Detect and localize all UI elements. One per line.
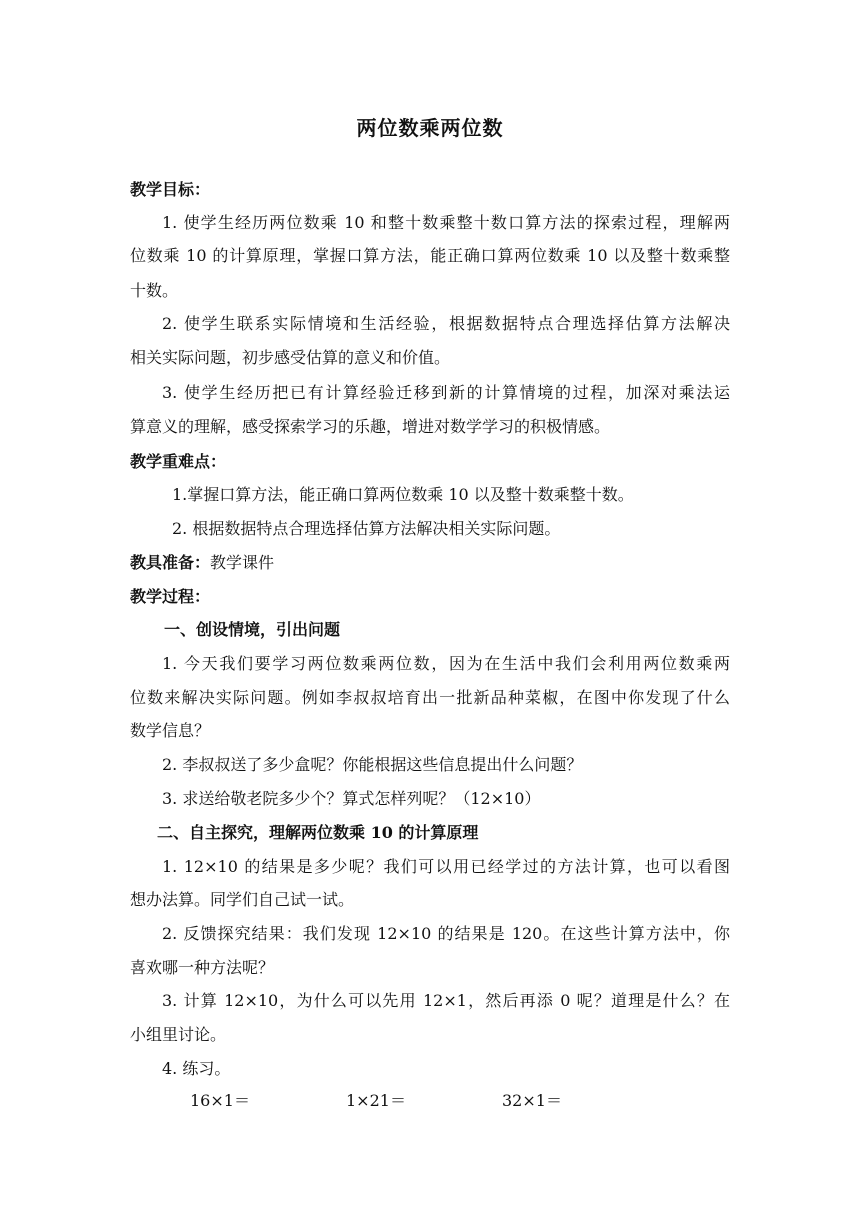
part2-item-2-line-2: 喜欢哪一种方法呢？ <box>130 958 275 977</box>
objective-3-line-1: 3. 使学生经历把已有计算经验迁移到新的计算情境的过程，加深对乘法运 <box>162 383 730 402</box>
process-heading: 教学过程： <box>130 587 211 606</box>
key-point-1: 1.掌握口算方法，能正确口算两位数乘 10 以及整十数乘整十数。 <box>172 485 634 504</box>
part1-item-2: 2. 李叔叔送了多少盒呢？你能根据这些信息提出什么问题？ <box>162 755 583 774</box>
objectives-heading: 教学目标： <box>130 180 211 199</box>
objective-2-line-1: 2. 使学生联系实际情境和生活经验，根据数据特点合理选择估算方法解决 <box>162 314 730 333</box>
part2-item-4: 4. 练习。 <box>162 1059 231 1078</box>
part1-item-1-line-3: 数学信息？ <box>130 721 211 740</box>
part1-item-1-line-2: 位数来解决实际问题。例如李叔叔培育出一批新品种菜椒，在图中你发现了什么 <box>130 688 730 707</box>
practice-problem-2: 1×21＝ <box>346 1091 406 1110</box>
part2-item-2-line-1: 2. 反馈探究结果：我们发现 12×10 的结果是 120。在这些计算方法中，你 <box>162 924 730 943</box>
practice-problem-1: 16×1＝ <box>190 1091 250 1110</box>
part1-item-1-line-1: 1. 今天我们要学习两位数乘两位数，因为在生活中我们会利用两位数乘两 <box>162 654 730 673</box>
key-points-heading: 教学重难点： <box>130 452 227 471</box>
part2-heading: 二、自主探究，理解两位数乘 10 的计算原理 <box>157 823 479 842</box>
objective-3-line-2: 算意义的理解，感受探索学习的乐趣，增进对数学学习的积极情感。 <box>130 417 611 436</box>
objective-2-line-2: 相关实际问题，初步感受估算的意义和价值。 <box>130 348 451 367</box>
part2-item-1-line-2: 想办法算。同学们自己试一试。 <box>130 890 355 909</box>
objective-1-line-1: 1. 使学生经历两位数乘 10 和整十数乘整十数口算方法的探索过程，理解两 <box>162 213 730 232</box>
tools-value: 教学课件 <box>210 553 275 572</box>
part2-item-3-line-2: 小组里讨论。 <box>130 1025 227 1044</box>
objective-1-line-3: 十数。 <box>130 281 179 300</box>
tools-label: 教具准备： <box>130 553 211 572</box>
practice-problem-3: 32×1＝ <box>502 1091 562 1110</box>
part1-heading: 一、创设情境，引出问题 <box>164 620 341 639</box>
objective-1-line-2: 位数乘 10 的计算原理，掌握口算方法，能正确口算两位数乘 10 以及整十数乘整 <box>130 246 730 265</box>
part2-item-3-line-1: 3. 计算 12×10，为什么可以先用 12×1，然后再添 0 呢？道理是什么？在 <box>162 991 730 1010</box>
part2-item-1-line-1: 1. 12×10 的结果是多少呢？我们可以用已经学过的方法计算，也可以看图 <box>162 857 730 876</box>
tools-line <box>130 552 730 574</box>
part1-item-3: 3. 求送给敬老院多少个？算式怎样列呢？（12×10） <box>162 789 541 808</box>
key-point-2: 2. 根据数据特点合理选择估算方法解决相关实际问题。 <box>172 519 561 538</box>
document-title: 两位数乘两位数 <box>356 116 504 140</box>
